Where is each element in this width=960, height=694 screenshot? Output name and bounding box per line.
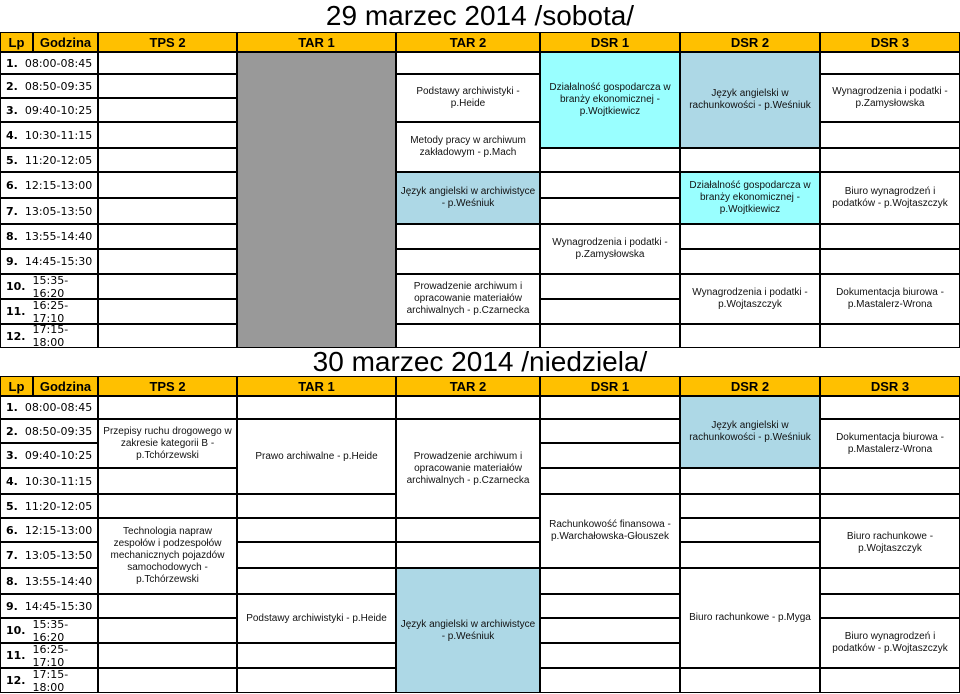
column-header xyxy=(680,376,820,396)
class-subject: Prowadzenie archiwum i opracowanie materiałów archiwalnych - p.Czarnecka xyxy=(406,281,530,316)
empty-cell xyxy=(98,148,237,172)
empty-cell xyxy=(680,468,820,494)
empty-cell xyxy=(98,618,237,643)
slot-time: 17:15-18:00 xyxy=(32,324,69,348)
slot-number: 8. xyxy=(6,574,18,588)
class-subject: Język angielski w archiwistyce - p.Weśniuk xyxy=(400,618,536,642)
slot-number: 1. xyxy=(6,401,18,414)
time-slot xyxy=(0,148,98,172)
empty-cell xyxy=(820,52,960,74)
class-block xyxy=(396,122,540,172)
empty-cell xyxy=(237,494,396,518)
empty-cell xyxy=(98,52,237,74)
empty-cell xyxy=(237,643,396,668)
slot-number: 5. xyxy=(6,499,18,513)
time-slot xyxy=(0,324,98,348)
time-slot xyxy=(0,198,98,224)
column-header xyxy=(396,376,540,396)
empty-cell xyxy=(820,594,960,618)
column-header-label: Lp xyxy=(8,378,25,394)
empty-cell xyxy=(98,274,237,299)
time-slot xyxy=(0,643,98,668)
empty-cell xyxy=(237,518,396,542)
empty-cell xyxy=(396,542,540,568)
empty-cell xyxy=(820,224,960,249)
empty-cell xyxy=(540,668,680,693)
slot-time: 09:40-10:25 xyxy=(24,103,93,117)
class-block xyxy=(396,74,540,122)
class-block xyxy=(396,419,540,518)
empty-cell xyxy=(820,494,960,518)
class-block xyxy=(680,52,820,148)
column-header-label: Lp xyxy=(8,34,25,50)
column-header-label: TPS 2 xyxy=(149,378,186,394)
empty-cell xyxy=(396,518,540,542)
column-header xyxy=(820,376,960,396)
empty-cell xyxy=(98,643,237,668)
time-slot xyxy=(0,468,98,494)
class-block xyxy=(396,274,540,324)
class-subject: Działalność gospodarcza w branży ekonomicznej - p.Wojtkiewicz xyxy=(549,82,671,117)
column-header xyxy=(237,32,396,52)
slot-number: 7. xyxy=(6,548,18,562)
empty-cell xyxy=(98,494,237,518)
time-slot xyxy=(0,52,98,74)
slot-time: 13:55-14:40 xyxy=(24,574,93,588)
class-block xyxy=(98,518,237,594)
class-block xyxy=(820,74,960,122)
time-slot xyxy=(0,668,98,693)
empty-cell xyxy=(680,518,820,542)
slot-number: 11. xyxy=(6,305,26,318)
empty-cell xyxy=(540,148,680,172)
slot-number: 9. xyxy=(6,599,18,613)
column-header xyxy=(98,376,237,396)
class-subject: Biuro wynagrodzeń i podatków - p.Wojtaszczyk xyxy=(832,631,948,654)
slot-number: 8. xyxy=(6,230,18,243)
slot-time: 13:55-14:40 xyxy=(24,230,93,243)
time-slot xyxy=(0,396,98,419)
class-subject: Rachunkowość finansowa - p.Warchałowska-Głouszek xyxy=(549,519,671,542)
column-header xyxy=(0,376,33,396)
empty-cell xyxy=(820,668,960,693)
column-header xyxy=(396,32,540,52)
column-header-label: DSR 2 xyxy=(730,378,770,394)
time-slot xyxy=(0,518,98,542)
class-block xyxy=(237,594,396,643)
class-subject: Wynagrodzenia i podatki - p.Wojtaszczyk xyxy=(692,287,808,310)
slot-time: 09:40-10:25 xyxy=(24,449,93,462)
slot-number: 7. xyxy=(6,204,18,218)
column-header xyxy=(33,376,98,396)
day-title xyxy=(0,348,960,376)
empty-cell xyxy=(680,542,820,568)
empty-cell xyxy=(540,468,680,494)
empty-cell xyxy=(396,324,540,348)
column-header-label: Godzina xyxy=(39,34,92,50)
class-subject: Metody pracy w archiwum zakładowym - p.Mach xyxy=(410,135,526,158)
column-header xyxy=(820,32,960,52)
class-subject: Biuro rachunkowe - p.Myga xyxy=(689,612,811,623)
slot-time: 12:15-13:00 xyxy=(24,523,93,537)
empty-cell xyxy=(396,224,540,249)
slot-number: 11. xyxy=(6,649,26,662)
class-subject: Dokumentacja biurowa - p.Mastalerz-Wrona xyxy=(836,287,944,310)
empty-cell xyxy=(98,249,237,274)
class-block xyxy=(396,172,540,224)
empty-cell xyxy=(680,249,820,274)
empty-cell xyxy=(820,396,960,419)
class-block xyxy=(820,172,960,224)
class-subject: Język angielski w rachunkowości - p.Weśniuk xyxy=(689,88,811,111)
time-slot xyxy=(0,172,98,198)
empty-cell xyxy=(540,419,680,443)
slot-number: 1. xyxy=(6,56,18,70)
empty-cell xyxy=(820,148,960,172)
time-slot xyxy=(0,98,98,122)
empty-cell xyxy=(396,249,540,274)
slot-number: 2. xyxy=(6,79,18,93)
empty-cell xyxy=(820,468,960,494)
empty-cell xyxy=(98,198,237,224)
empty-cell xyxy=(680,148,820,172)
empty-cell xyxy=(820,122,960,148)
class-subject: Działalność gospodarcza w branży ekonomicznej - p.Wojtkiewicz xyxy=(689,180,811,215)
slot-number: 6. xyxy=(6,178,18,192)
empty-cell xyxy=(98,224,237,249)
empty-cell xyxy=(820,249,960,274)
slot-number: 6. xyxy=(6,523,18,537)
slot-time: 13:05-13:50 xyxy=(24,204,93,218)
column-header xyxy=(33,32,98,52)
column-header-label: TAR 1 xyxy=(298,378,335,394)
column-header-label: Godzina xyxy=(39,378,92,394)
column-header xyxy=(540,376,680,396)
empty-cell xyxy=(540,594,680,618)
slot-number: 9. xyxy=(6,255,18,268)
slot-time: 15:35-16:20 xyxy=(32,618,69,643)
empty-cell xyxy=(237,396,396,419)
slot-time: 17:15-18:00 xyxy=(32,668,69,693)
class-subject: Biuro wynagrodzeń i podatków - p.Wojtaszczyk xyxy=(832,186,948,209)
empty-cell xyxy=(98,122,237,148)
class-subject: Przepisy ruchu drogowego w zakresie kategorii B - p.Tchórzewski xyxy=(103,425,232,461)
time-slot xyxy=(0,74,98,98)
class-block xyxy=(540,494,680,568)
empty-cell xyxy=(98,324,237,348)
empty-cell xyxy=(540,568,680,594)
class-block xyxy=(680,172,820,224)
slot-time: 08:00-08:45 xyxy=(24,401,93,414)
empty-cell xyxy=(680,224,820,249)
slot-time: 08:50-09:35 xyxy=(24,79,93,93)
column-header-label: DSR 3 xyxy=(870,378,910,394)
time-slot xyxy=(0,568,98,594)
time-slot xyxy=(0,419,98,443)
slot-time: 12:15-13:00 xyxy=(24,178,93,192)
empty-cell xyxy=(680,494,820,518)
slot-time: 15:35-16:20 xyxy=(32,274,69,299)
empty-cell xyxy=(540,198,680,224)
column-header-label: DSR 1 xyxy=(590,378,630,394)
slot-number: 3. xyxy=(6,449,18,462)
empty-cell xyxy=(540,396,680,419)
empty-cell xyxy=(98,299,237,324)
column-header xyxy=(98,32,237,52)
class-block xyxy=(540,52,680,148)
time-slot xyxy=(0,618,98,643)
empty-cell xyxy=(98,594,237,618)
class-block xyxy=(237,52,396,348)
day-title-text: 30 marzec 2014 /niedziela/ xyxy=(312,348,648,376)
empty-cell xyxy=(237,668,396,693)
slot-number: 10. xyxy=(6,624,26,637)
slot-number: 4. xyxy=(6,128,18,142)
day-title xyxy=(0,0,960,32)
slot-time: 16:25-17:10 xyxy=(32,299,69,324)
slot-time: 11:20-12:05 xyxy=(24,153,93,167)
time-slot xyxy=(0,274,98,299)
empty-cell xyxy=(820,568,960,594)
slot-time: 08:50-09:35 xyxy=(24,424,93,438)
slot-time: 14:45-15:30 xyxy=(24,255,93,268)
class-subject: Wynagrodzenia i podatki - p.Zamysłowska xyxy=(552,237,668,260)
class-block xyxy=(98,419,237,468)
empty-cell xyxy=(98,172,237,198)
slot-number: 12. xyxy=(6,329,26,343)
class-block xyxy=(237,419,396,494)
class-block xyxy=(820,274,960,324)
slot-number: 3. xyxy=(6,103,18,117)
time-slot xyxy=(0,299,98,324)
slot-time: 13:05-13:50 xyxy=(24,548,93,562)
empty-cell xyxy=(680,324,820,348)
empty-cell xyxy=(540,643,680,668)
column-header-label: DSR 3 xyxy=(870,34,910,50)
empty-cell xyxy=(396,396,540,419)
slot-time: 08:00-08:45 xyxy=(24,56,93,70)
class-block xyxy=(540,224,680,274)
time-slot xyxy=(0,443,98,468)
class-subject: Podstawy archiwistyki - p.Heide xyxy=(246,612,387,624)
empty-cell xyxy=(820,324,960,348)
empty-cell xyxy=(98,74,237,98)
class-block xyxy=(396,568,540,693)
column-header xyxy=(0,32,33,52)
column-header xyxy=(680,32,820,52)
time-slot xyxy=(0,224,98,249)
slot-number: 2. xyxy=(6,424,18,438)
column-header-label: DSR 2 xyxy=(730,34,770,50)
time-slot xyxy=(0,542,98,568)
time-slot xyxy=(0,594,98,618)
empty-cell xyxy=(540,172,680,198)
class-block xyxy=(820,618,960,668)
empty-cell xyxy=(98,98,237,122)
empty-cell xyxy=(237,568,396,594)
class-subject: Dokumentacja biurowa - p.Mastalerz-Wrona xyxy=(836,431,944,455)
empty-cell xyxy=(540,618,680,643)
class-block xyxy=(680,396,820,468)
class-block xyxy=(680,274,820,324)
empty-cell xyxy=(98,396,237,419)
class-subject: Język angielski w archiwistyce - p.Weśniuk xyxy=(400,186,536,209)
column-header-label: TPS 2 xyxy=(149,34,186,50)
class-subject: Prowadzenie archiwum i opracowanie materiałów archiwalnych - p.Czarnecka xyxy=(406,450,530,486)
class-subject: Technologia napraw zespołów i podzespołów mechanicznych pojazdów samochodowych - p.Tchórzewski xyxy=(110,526,225,585)
column-header-label: TAR 2 xyxy=(449,378,487,394)
slot-time: 10:30-11:15 xyxy=(24,474,93,488)
class-subject: Wynagrodzenia i podatki - p.Zamysłowska xyxy=(832,86,948,109)
slot-time: 16:25-17:10 xyxy=(32,643,69,668)
class-block xyxy=(820,419,960,468)
empty-cell xyxy=(540,443,680,468)
time-slot xyxy=(0,494,98,518)
time-slot xyxy=(0,122,98,148)
column-header xyxy=(540,32,680,52)
empty-cell xyxy=(396,52,540,74)
slot-number: 12. xyxy=(6,674,26,687)
class-subject: Prawo archiwalne - p.Heide xyxy=(255,450,378,462)
slot-number: 4. xyxy=(6,474,18,488)
day-title-text: 29 marzec 2014 /sobota/ xyxy=(325,0,635,31)
class-subject: Biuro rachunkowe - p.Wojtaszczyk xyxy=(846,531,934,554)
empty-cell xyxy=(680,668,820,693)
slot-time: 10:30-11:15 xyxy=(24,128,93,142)
class-subject: Język angielski w rachunkowości - p.Weśniuk xyxy=(689,420,811,443)
column-header-label: DSR 1 xyxy=(590,34,630,50)
empty-cell xyxy=(540,324,680,348)
empty-cell xyxy=(237,542,396,568)
empty-cell xyxy=(540,299,680,324)
slot-time: 14:45-15:30 xyxy=(24,599,93,613)
class-block xyxy=(680,568,820,668)
column-header-label: TAR 1 xyxy=(298,34,335,50)
class-subject: Podstawy archiwistyki - p.Heide xyxy=(416,86,520,109)
empty-cell xyxy=(540,274,680,299)
slot-number: 10. xyxy=(6,280,26,293)
slot-number: 5. xyxy=(6,153,18,167)
slot-time: 11:20-12:05 xyxy=(24,499,93,513)
class-block xyxy=(820,518,960,568)
column-header xyxy=(237,376,396,396)
empty-cell xyxy=(98,468,237,494)
column-header-label: TAR 2 xyxy=(449,34,487,50)
time-slot xyxy=(0,249,98,274)
empty-cell xyxy=(98,668,237,693)
